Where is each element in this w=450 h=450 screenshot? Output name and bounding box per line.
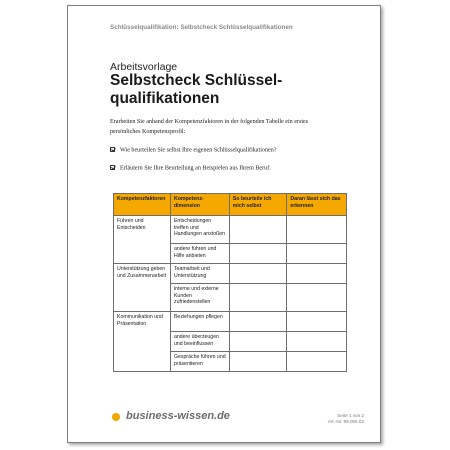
- checkbox-icon: [110, 165, 115, 170]
- self-assessment-cell[interactable]: [229, 264, 287, 284]
- page-number: Seite 1 von 2: [337, 413, 364, 418]
- self-assessment-cell[interactable]: [229, 352, 287, 372]
- evidence-cell[interactable]: [287, 312, 347, 332]
- header-dimension: Kompetenz-dimension: [170, 194, 229, 216]
- self-assessment-cell[interactable]: [229, 216, 287, 244]
- table-row: [114, 312, 347, 332]
- bullet-text: Wie beurteilen Sie selbst Ihre eigenen Schlüsselqualifikationen?: [120, 147, 277, 154]
- footer-meta: [328, 413, 364, 425]
- self-assessment-cell[interactable]: [229, 312, 287, 332]
- header-self-assessment: So beurteile ich mich selbst: [229, 194, 287, 216]
- self-assessment-cell[interactable]: [229, 332, 287, 352]
- running-header: Schlüsselqualifikation: Selbstcheck Schlüsselqualifikationen: [110, 24, 293, 31]
- dimension-cell: Teamarbeit und Unterstützung: [170, 264, 229, 284]
- self-assessment-cell[interactable]: [229, 284, 287, 312]
- dimension-cell: Entscheidungen treffen und Handlungen anstoßen: [170, 216, 229, 244]
- dimension-cell: Gespräche führen und präsentieren: [170, 352, 229, 372]
- factor-cell: Führen und Entscheiden: [114, 216, 171, 264]
- evidence-cell[interactable]: [287, 352, 347, 372]
- footer-brand: business-wissen.de: [126, 410, 230, 422]
- document-title: [110, 72, 350, 108]
- evidence-cell[interactable]: [287, 244, 347, 264]
- bullet-item-1: [110, 147, 276, 154]
- factor-cell: Kommunikation und Präsentation: [114, 312, 171, 372]
- evidence-cell[interactable]: [287, 332, 347, 352]
- bullet-text: Erläutern Sie Ihre Beurteilung an Beispielen aus Ihrem Beruf.: [120, 165, 271, 172]
- title-line-1: Selbstcheck Schlüssel-: [110, 72, 283, 89]
- bullet-item-2: [110, 165, 271, 172]
- article-number: Art.-Nr. 99.005.02: [327, 419, 364, 424]
- table-row: [114, 264, 347, 284]
- dimension-cell: andere führen und Hilfe anbieten: [170, 244, 229, 264]
- evidence-cell[interactable]: [287, 216, 347, 244]
- competence-table: [113, 193, 347, 372]
- factor-cell: Unterstützung geben und Zusammenarbeit: [114, 264, 171, 312]
- title-line-2: qualifikationen: [110, 90, 220, 107]
- dimension-cell: andere überzeugen und beeinflussen: [170, 332, 229, 352]
- dimension-cell: interne und externe Kunden zufriedenstellen: [170, 284, 229, 312]
- evidence-cell[interactable]: [287, 284, 347, 312]
- dimension-cell: Beziehungen pflegen: [170, 312, 229, 332]
- checkbox-icon: [110, 147, 115, 152]
- header-evidence: Daran lässt sich das erkennen: [287, 194, 347, 216]
- intro-text: Erarbeiten Sie anhand der Kompetenzfaktoren in der folgenden Tabelle ein erstes persönliches Kompetenzprofil:: [110, 119, 309, 135]
- header-factors: Kompetenzfaktoren: [114, 194, 171, 216]
- table-header-row: [114, 194, 347, 216]
- document-label: Arbeitsvorlage: [110, 61, 178, 73]
- self-assessment-cell[interactable]: [229, 244, 287, 264]
- evidence-cell[interactable]: [287, 264, 347, 284]
- brand-dot-icon: [112, 413, 120, 421]
- table-row: [114, 216, 347, 244]
